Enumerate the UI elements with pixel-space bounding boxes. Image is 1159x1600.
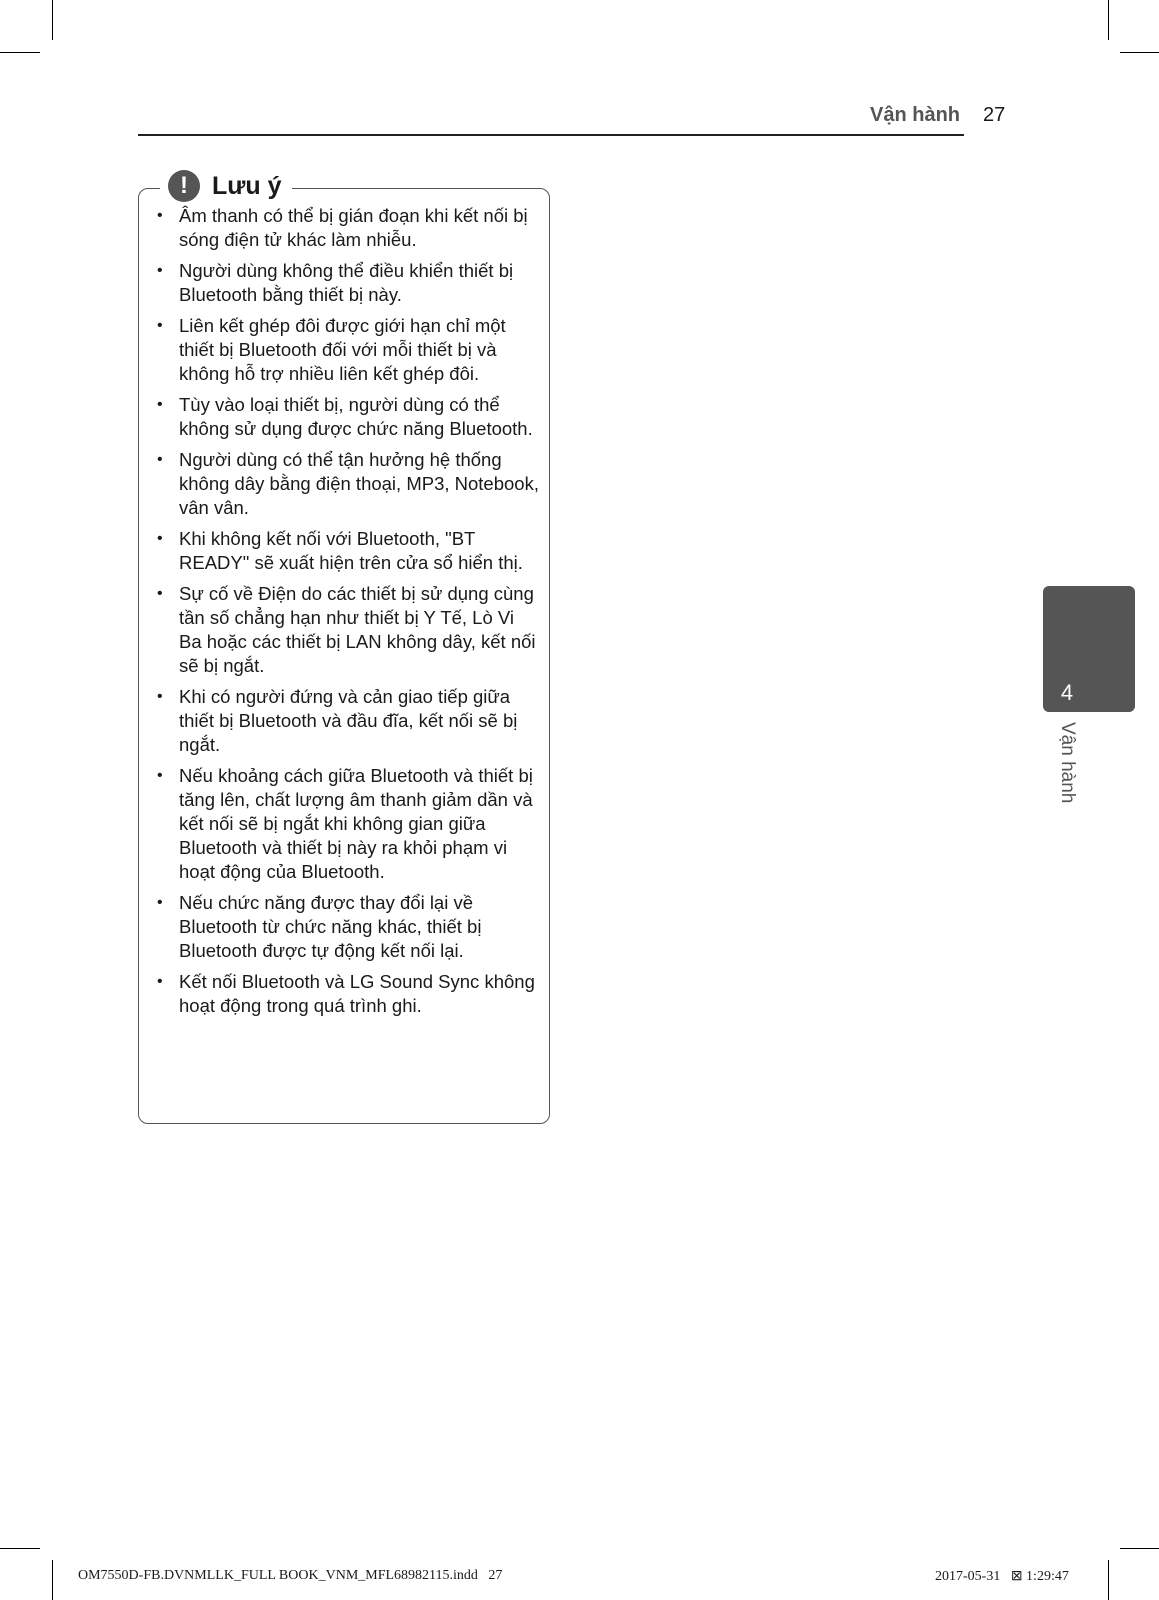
crop-mark	[1108, 0, 1109, 40]
footer-datetime: 2017-05-31 ⊠ 1:29:47	[935, 1569, 1069, 1584]
note-list	[155, 204, 540, 1025]
list-item	[155, 259, 540, 307]
crop-mark	[1120, 52, 1159, 53]
header-rule	[138, 134, 964, 136]
list-item-text: Liên kết ghép đôi được giới hạn chỉ một thiết bị Bluetooth đối với mỗi thiết bị và không hỗ trợ nhiều liên kết ghép đôi.	[179, 315, 506, 384]
bullet-icon: •	[157, 973, 163, 990]
bullet-icon: •	[157, 894, 163, 911]
footer-filename: OM7550D-FB.DVNMLLK_FULL BOOK_VNM_MFL68982115.indd 27	[78, 1568, 503, 1583]
note-heading	[160, 166, 292, 206]
chapter-label: Vận hành	[1057, 722, 1078, 804]
bullet-icon: •	[157, 317, 163, 334]
list-item-text: Nếu khoảng cách giữa Bluetooth và thiết bị tăng lên, chất lượng âm thanh giảm dần và kết nối sẽ bị ngắt khi không gian giữa Bluetooth và thiết bị này ra khỏi phạm vi hoạt động của Bluetooth.	[179, 765, 533, 882]
list-item	[155, 764, 540, 884]
list-item-text: Khi có người đứng và cản giao tiếp giữa thiết bị Bluetooth và đầu đĩa, kết nối sẽ bị ngắt.	[179, 686, 518, 755]
list-item-text: Sự cố về Điện do các thiết bị sử dụng cùng tần số chẳng hạn như thiết bị Y Tế, Lò Vi Ba hoặc các thiết bị LAN không dây, kết nối sẽ bị ngắt.	[179, 583, 536, 676]
bullet-icon: •	[157, 688, 163, 705]
list-item-text: Nếu chức năng được thay đổi lại về Bluetooth từ chức năng khác, thiết bị Bluetooth được tự động kết nối lại.	[179, 892, 482, 961]
crop-mark	[0, 52, 40, 53]
crop-mark	[52, 0, 53, 40]
list-item	[155, 582, 540, 678]
list-item	[155, 891, 540, 963]
list-item-text: Người dùng có thể tận hưởng hệ thống không dây bằng điện thoại, MP3, Notebook, vân vân.	[179, 449, 539, 518]
section-title: Vận hành	[870, 104, 961, 126]
crop-mark	[1120, 1548, 1159, 1549]
bullet-icon: •	[157, 207, 163, 224]
bullet-icon: •	[157, 396, 163, 413]
list-item	[155, 393, 540, 441]
chapter-number: 4	[1060, 680, 1074, 705]
crop-mark	[0, 1548, 40, 1549]
bullet-icon: •	[157, 451, 163, 468]
crop-mark	[1108, 1560, 1109, 1600]
list-item	[155, 204, 540, 252]
list-item-text: Khi không kết nối với Bluetooth, "BT READY" sẽ xuất hiện trên cửa sổ hiển thị.	[179, 528, 523, 573]
bullet-icon: •	[157, 585, 163, 602]
list-item-text: Kết nối Bluetooth và LG Sound Sync không hoạt động trong quá trình ghi.	[179, 971, 535, 1016]
page-number: 27	[983, 104, 1006, 126]
list-item	[155, 314, 540, 386]
note-title: Lưu ý	[212, 171, 282, 200]
bullet-icon: •	[157, 530, 163, 547]
list-item-text: Âm thanh có thể bị gián đoạn khi kết nối bị sóng điện tử khác làm nhiễu.	[179, 205, 528, 250]
list-item-text: Người dùng không thể điều khiển thiết bị Bluetooth bằng thiết bị này.	[179, 260, 514, 305]
list-item	[155, 448, 540, 520]
list-item	[155, 970, 540, 1018]
bullet-icon: •	[157, 767, 163, 784]
bullet-icon: •	[157, 262, 163, 279]
exclamation-icon: !	[168, 170, 200, 202]
crop-mark	[52, 1560, 53, 1600]
list-item-text: Tùy vào loại thiết bị, người dùng có thể không sử dụng được chức năng Bluetooth.	[179, 394, 533, 439]
list-item	[155, 527, 540, 575]
chapter-tab	[1043, 586, 1135, 712]
list-item	[155, 685, 540, 757]
